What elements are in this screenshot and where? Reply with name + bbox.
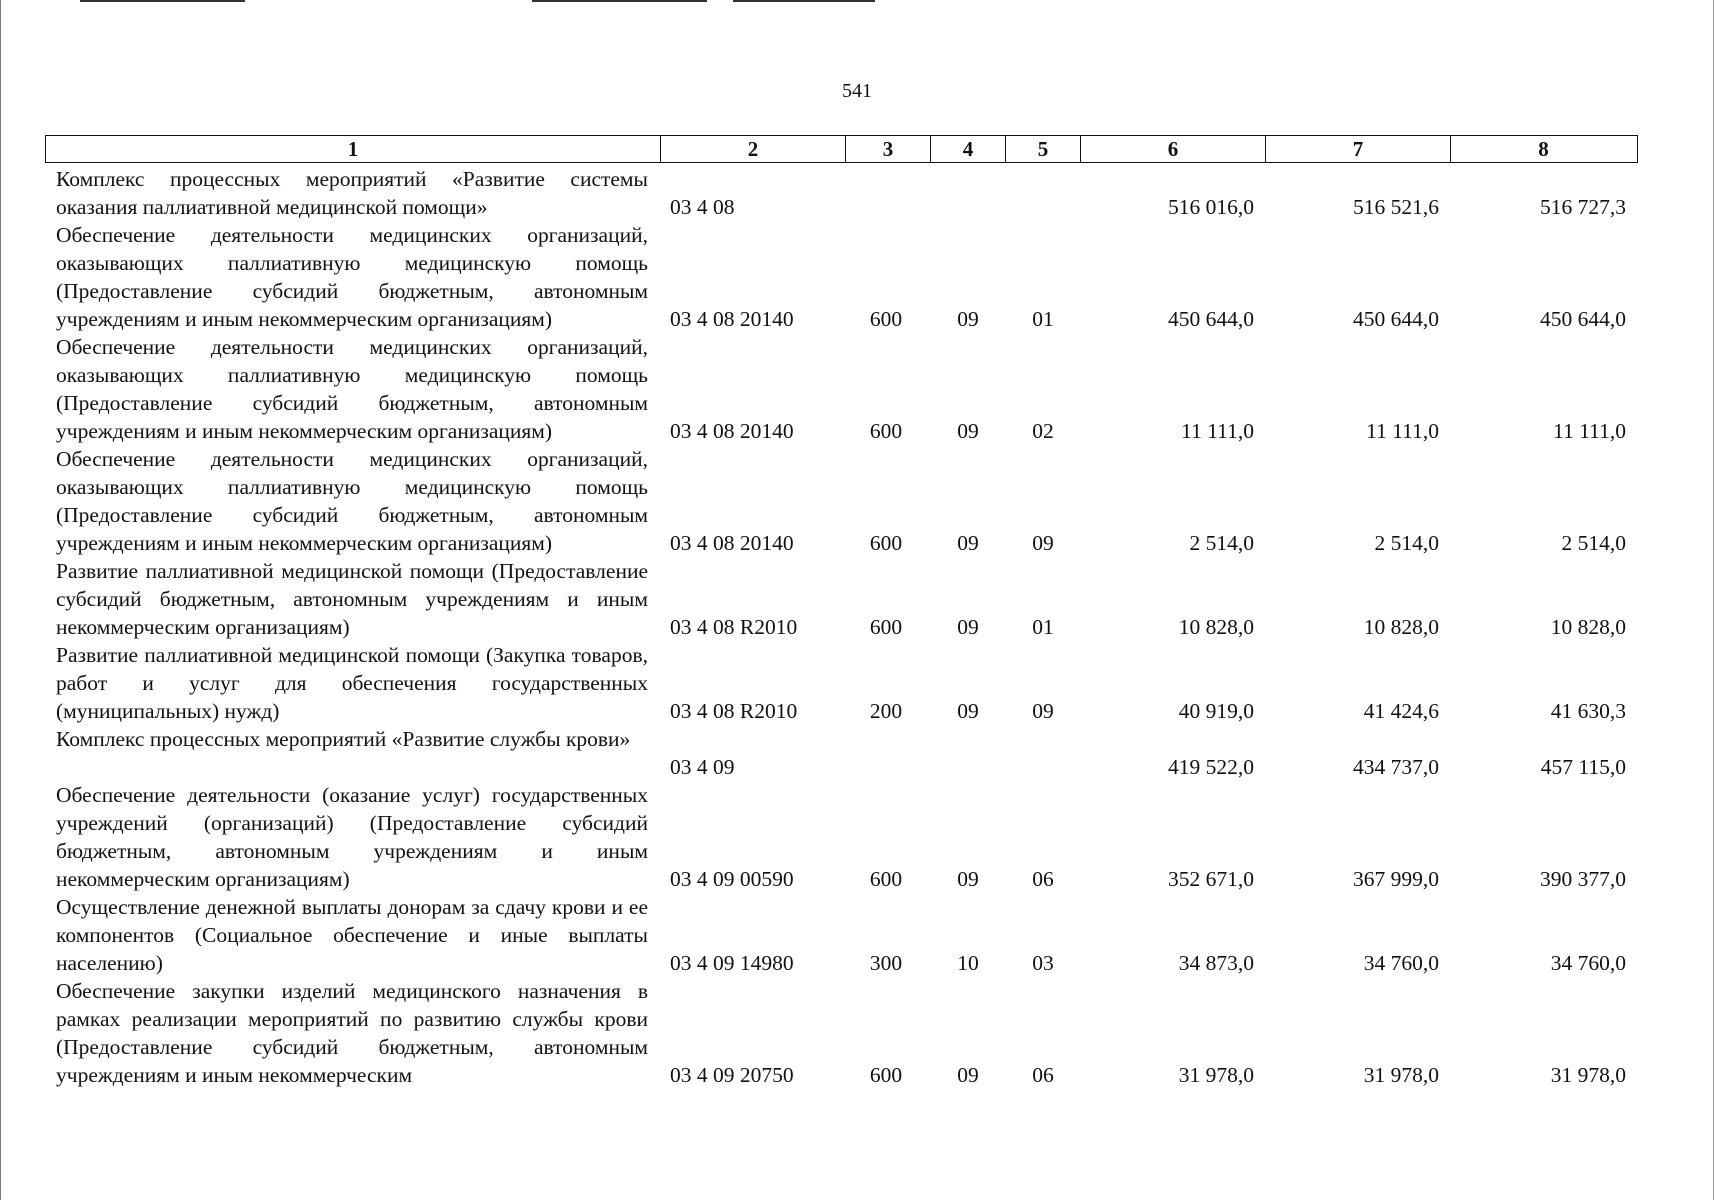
- row-value-6: 352 671,0: [1168, 867, 1254, 891]
- row-col5: 02: [1032, 419, 1054, 443]
- header-cell-4: 4: [931, 136, 1006, 162]
- row-value-8: 10 828,0: [1550, 615, 1626, 639]
- header-cell-6: 6: [1081, 136, 1266, 162]
- row-col4: 09: [957, 867, 979, 891]
- row-value-6: 34 873,0: [1178, 951, 1254, 975]
- row-col5: 06: [1032, 867, 1054, 891]
- row-value-7: 41 424,6: [1363, 699, 1439, 723]
- header-cell-1: 1: [46, 136, 661, 162]
- row-col5: 09: [1032, 699, 1054, 723]
- table-row: [0, 557, 1714, 641]
- row-description: Обеспечение деятельности (оказание услуг) государственных учреждений (организаций) (Предоставление субсидий бюджетным, автономным учреждениям и иным некоммерческим организациям): [56, 783, 648, 891]
- row-col3: 600: [869, 307, 903, 331]
- row-value-8: 2 514,0: [1561, 531, 1626, 555]
- row-value-6: 40 919,0: [1178, 699, 1254, 723]
- page-number: 541: [842, 80, 872, 102]
- table-row: [0, 641, 1714, 725]
- row-col3: 600: [869, 615, 903, 639]
- row-col5: 06: [1032, 1063, 1054, 1087]
- row-value-6: 31 978,0: [1178, 1063, 1254, 1087]
- scan-line: [532, 0, 707, 2]
- row-col5: 01: [1032, 307, 1054, 331]
- row-col5: 09: [1032, 531, 1054, 555]
- scan-line: [733, 0, 875, 2]
- row-col4: 09: [957, 307, 979, 331]
- row-description: Обеспечение деятельности медицинских организаций, оказывающих паллиативную медицинскую помощь (Предоставление субсидий бюджетным, автономным учреждениям и иным некоммерческим организациям): [56, 335, 648, 443]
- row-value-8: 457 115,0: [1540, 755, 1626, 779]
- scan-line: [80, 0, 245, 2]
- row-code: 03 4 09 14980: [670, 951, 794, 975]
- row-value-7: 367 999,0: [1353, 867, 1439, 891]
- row-value-7: 2 514,0: [1374, 531, 1439, 555]
- row-description: Обеспечение закупки изделий медицинского назначения в рамках реализации мероприятий по развитию службы крови (Предоставление субсидий бюджетным, автономным учреждениям и иным некоммерческим: [56, 979, 648, 1087]
- row-col5: 03: [1032, 951, 1054, 975]
- row-col4: 09: [957, 419, 979, 443]
- row-col5: 01: [1032, 615, 1054, 639]
- row-col3: 600: [869, 867, 903, 891]
- row-col4: 09: [957, 699, 979, 723]
- row-code: 03 4 09: [670, 755, 735, 779]
- row-value-7: 11 111,0: [1366, 419, 1439, 443]
- row-value-8: 11 111,0: [1553, 419, 1626, 443]
- row-col4: 09: [957, 615, 979, 639]
- row-value-6: 2 514,0: [1189, 531, 1254, 555]
- row-value-6: 11 111,0: [1181, 419, 1254, 443]
- row-description: Обеспечение деятельности медицинских организаций, оказывающих паллиативную медицинскую помощь (Предоставление субсидий бюджетным, автономным учреждениям и иным некоммерческим организациям): [56, 223, 648, 331]
- row-value-7: 450 644,0: [1353, 307, 1439, 331]
- row-col3: 300: [869, 951, 903, 975]
- row-description: Развитие паллиативной медицинской помощи (Закупка товаров, работ и услуг для обеспечения государственных (муниципальных) нужд): [56, 643, 648, 723]
- row-description: Комплекс процессных мероприятий «Развитие службы крови»: [56, 727, 631, 751]
- row-col4: 10: [957, 951, 979, 975]
- row-code: 03 4 08 20140: [670, 307, 794, 331]
- row-value-6: 10 828,0: [1178, 615, 1254, 639]
- row-value-7: 34 760,0: [1363, 951, 1439, 975]
- row-description: Комплекс процессных мероприятий «Развитие системы оказания паллиативной медицинской помощи»: [56, 167, 648, 219]
- table-row: [0, 977, 1714, 1089]
- header-cell-3: 3: [846, 136, 931, 162]
- row-value-8: 31 978,0: [1550, 1063, 1626, 1087]
- row-value-8: 390 377,0: [1540, 867, 1626, 891]
- row-code: 03 4 08: [670, 195, 735, 219]
- row-code: 03 4 08 20140: [670, 531, 794, 555]
- table-row: [0, 333, 1714, 445]
- row-value-7: 31 978,0: [1363, 1063, 1439, 1087]
- row-value-8: 34 760,0: [1550, 951, 1626, 975]
- table-row: [0, 221, 1714, 333]
- row-value-6: 516 016,0: [1168, 195, 1254, 219]
- table-row: [0, 725, 1714, 781]
- row-value-7: 516 521,6: [1353, 195, 1439, 219]
- row-col3: 600: [869, 1063, 903, 1087]
- row-description: Развитие паллиативной медицинской помощи (Предоставление субсидий бюджетным, автономным учреждениям и иным некоммерческим организациям): [56, 559, 648, 639]
- row-col4: 09: [957, 1063, 979, 1087]
- row-col3: 600: [869, 419, 903, 443]
- row-value-8: 450 644,0: [1540, 307, 1626, 331]
- table-row: [0, 781, 1714, 893]
- row-col4: 09: [957, 531, 979, 555]
- table-row: [0, 165, 1714, 221]
- row-description: Осуществление денежной выплаты донорам за сдачу крови и ее компонентов (Социальное обеспечение и иные выплаты населению): [56, 895, 648, 975]
- row-value-8: 516 727,3: [1540, 195, 1626, 219]
- row-description: Обеспечение деятельности медицинских организаций, оказывающих паллиативную медицинскую помощь (Предоставление субсидий бюджетным, автономным учреждениям и иным некоммерческим организациям): [56, 447, 648, 555]
- row-value-6: 419 522,0: [1168, 755, 1254, 779]
- header-cell-7: 7: [1266, 136, 1451, 162]
- row-value-6: 450 644,0: [1168, 307, 1254, 331]
- header-cell-8: 8: [1538, 137, 1549, 161]
- row-code: 03 4 08 20140: [670, 419, 794, 443]
- table-row: [0, 893, 1714, 977]
- row-col3: 200: [869, 699, 903, 723]
- row-code: 03 4 08 R2010: [670, 615, 798, 639]
- table-row: [0, 445, 1714, 557]
- row-value-7: 10 828,0: [1363, 615, 1439, 639]
- row-code: 03 4 08 R2010: [670, 699, 798, 723]
- header-cell-2: 2: [661, 136, 846, 162]
- row-code: 03 4 09 20750: [670, 1063, 794, 1087]
- header-cell-5: 5: [1006, 136, 1081, 162]
- table-header: [45, 135, 1638, 163]
- row-code: 03 4 09 00590: [670, 867, 794, 891]
- row-value-8: 41 630,3: [1550, 699, 1626, 723]
- row-value-7: 434 737,0: [1353, 755, 1439, 779]
- row-col3: 600: [869, 531, 903, 555]
